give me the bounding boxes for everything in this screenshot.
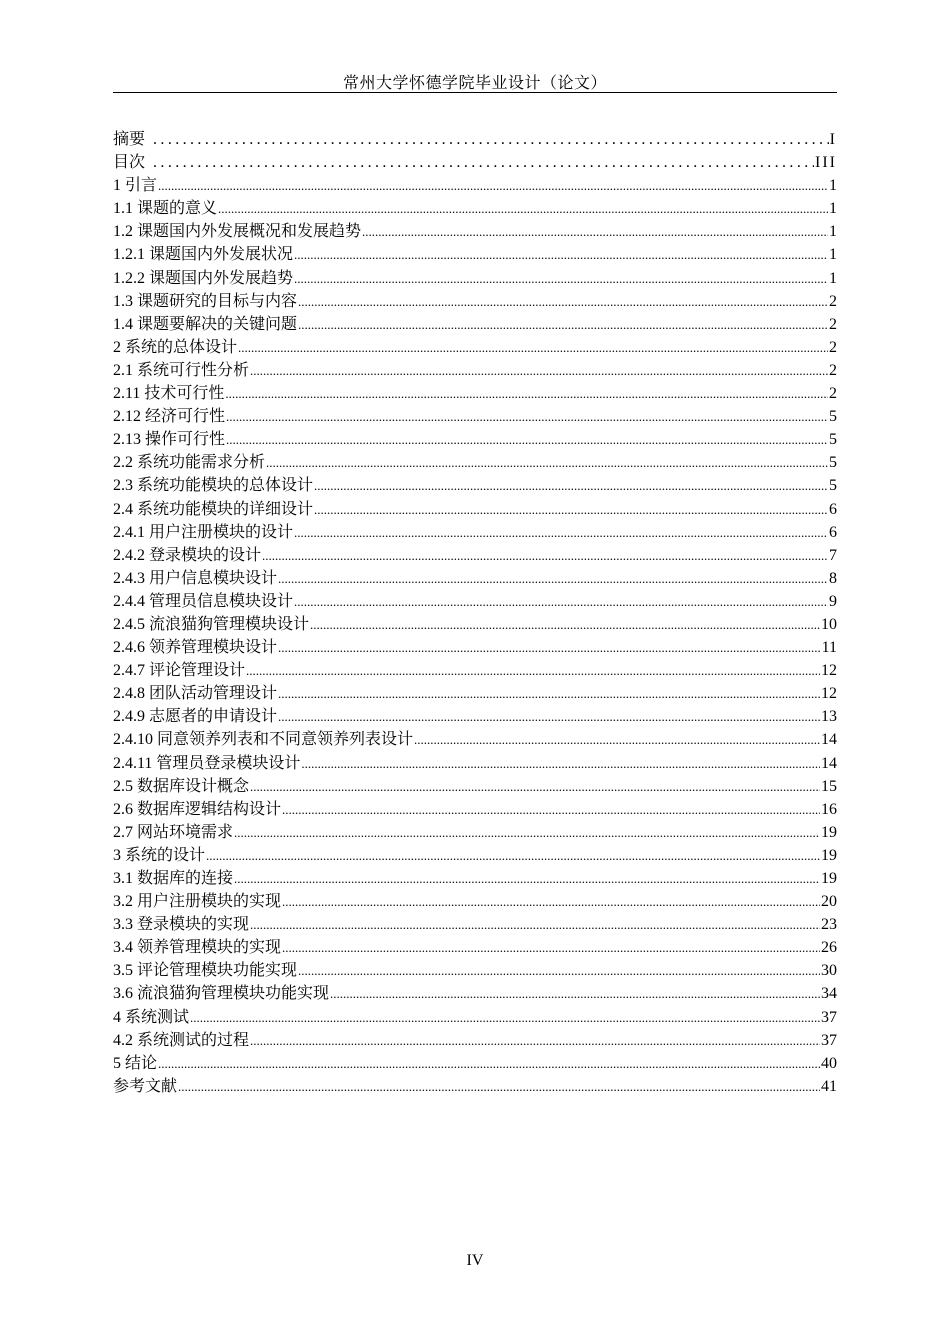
toc-entry[interactable]	[113, 567, 837, 590]
toc-entry-title: 1.1 课题的意义	[113, 200, 218, 218]
toc-entry-title: 2.4.9 志愿者的申请设计	[113, 708, 278, 726]
toc-entry-page: 9	[829, 592, 837, 610]
toc-dot-leader	[301, 752, 820, 775]
toc-entry-page: 2	[829, 361, 837, 379]
toc-dot-leader	[298, 959, 820, 982]
toc-dot-leader	[250, 775, 820, 798]
toc-entry-title: 2.4.4 管理员信息模块设计	[113, 592, 294, 610]
toc-entry-title: 2.13 操作可行性	[113, 431, 226, 449]
toc-entry-title: 1.4 课题要解决的关键问题	[113, 315, 298, 333]
toc-entry-page: 16	[821, 800, 837, 818]
toc-entry-page: 14	[821, 731, 837, 749]
toc-entry-title: 2.4.2 登录模块的设计	[113, 546, 262, 564]
toc-entry-title: 2 系统的总体设计	[113, 338, 238, 356]
page-number: IV	[466, 1252, 484, 1269]
toc-dot-leader	[278, 567, 828, 590]
toc-entry-page: 19	[821, 823, 837, 841]
toc-entry-title: 2.5 数据库设计概念	[113, 777, 250, 795]
toc-entry[interactable]	[113, 636, 837, 659]
toc-dot-leader	[246, 659, 820, 682]
toc-entry-page: 1	[829, 246, 837, 264]
toc-dot-leader	[250, 913, 820, 936]
toc-entry-page: 14	[821, 754, 837, 772]
toc-entry-title: 2.12 经济可行性	[113, 408, 226, 426]
toc-entry-title: 3.2 用户注册模块的实现	[113, 893, 282, 911]
toc-entry-page: 5	[829, 408, 837, 426]
toc-entry-page: 6	[829, 523, 837, 541]
toc-dot-leader	[266, 451, 828, 474]
toc-entry-page: 34	[821, 985, 837, 1003]
toc-entry-page: 1	[829, 200, 837, 218]
toc-entry-title: 3.4 领养管理模块的实现	[113, 939, 282, 957]
toc-entry[interactable]	[113, 428, 837, 451]
toc-entry[interactable]	[113, 728, 837, 751]
toc-entry-title: 1.3 课题研究的目标与内容	[113, 292, 298, 310]
toc-entry[interactable]	[113, 613, 837, 636]
toc-dot-leader	[330, 982, 820, 1005]
toc-dot-leader	[206, 844, 820, 867]
toc-entry-title: 4 系统测试	[113, 1008, 190, 1026]
toc-dot-leader	[250, 359, 828, 382]
toc-entry[interactable]	[113, 128, 837, 151]
toc-entry-title: 3.5 评论管理模块功能实现	[113, 962, 298, 980]
toc-dot-leader	[226, 428, 828, 451]
header-rule	[113, 92, 837, 93]
toc-entry-page: 7	[829, 546, 837, 564]
toc-entry-title: 3.3 登录模块的实现	[113, 916, 250, 934]
toc-entry-page: 37	[821, 1031, 837, 1049]
toc-entry[interactable]	[113, 336, 837, 359]
toc-dot-leader	[414, 728, 820, 751]
toc-entry-page: 13	[821, 708, 837, 726]
table-of-contents	[113, 128, 837, 1098]
toc-entry-title: 2.11 技术可行性	[113, 385, 225, 403]
toc-dot-leader	[294, 590, 828, 613]
toc-entry[interactable]	[113, 1029, 837, 1052]
toc-entry-page: 2	[829, 292, 837, 310]
toc-dot-leader	[153, 151, 814, 174]
toc-entry-title: 2.4.10 同意领养列表和不同意领养列表设计	[113, 731, 414, 749]
toc-dot-leader	[298, 313, 828, 336]
toc-dot-leader	[262, 544, 828, 567]
toc-entry-page: 8	[829, 569, 837, 587]
toc-entry[interactable]	[113, 959, 837, 982]
toc-dot-leader	[362, 220, 828, 243]
toc-entry-title: 2.4.7 评论管理设计	[113, 662, 246, 680]
toc-dot-leader	[278, 705, 820, 728]
toc-dot-leader	[294, 521, 828, 544]
toc-entry-title: 1.2 课题国内外发展概况和发展趋势	[113, 223, 362, 241]
toc-entry-page: 37	[821, 1008, 837, 1026]
toc-dot-leader	[234, 821, 820, 844]
toc-dot-leader	[314, 474, 828, 497]
toc-entry-page: 40	[821, 1054, 837, 1072]
toc-entry[interactable]	[113, 544, 837, 567]
toc-dot-leader	[282, 936, 820, 959]
toc-dot-leader	[310, 613, 820, 636]
toc-entry[interactable]	[113, 705, 837, 728]
toc-entry-title: 3.1 数据库的连接	[113, 870, 234, 887]
toc-entry[interactable]	[113, 682, 837, 705]
toc-entry-page: 5	[829, 477, 837, 495]
toc-entry[interactable]	[113, 174, 837, 197]
toc-dot-leader	[238, 336, 828, 359]
toc-dot-leader	[218, 197, 828, 220]
toc-dot-leader	[294, 243, 828, 266]
toc-entry-title: 1.2.1 课题国内外发展状况	[113, 246, 294, 264]
toc-entry-page: 1	[829, 223, 837, 241]
toc-entry[interactable]	[113, 243, 837, 266]
toc-entry-page: 5	[829, 431, 837, 449]
toc-entry[interactable]	[113, 220, 837, 243]
toc-dot-leader	[178, 1075, 820, 1098]
toc-dot-leader	[278, 636, 821, 659]
toc-entry-page: 5	[829, 454, 837, 472]
toc-entry-title: 3 系统的设计	[113, 846, 206, 864]
toc-entry-title: 2.4.11 管理员登录模块设计	[113, 754, 301, 772]
toc-entry-page: 2	[829, 385, 837, 403]
toc-dot-leader	[314, 498, 828, 521]
toc-entry[interactable]	[113, 474, 837, 497]
toc-entry-page: 26	[821, 939, 837, 957]
page-header-title: 常州大学怀德学院毕业设计（论文）	[342, 75, 607, 92]
toc-entry-title: 2.6 数据库逻辑结构设计	[113, 800, 282, 818]
toc-entry[interactable]	[113, 451, 837, 474]
toc-entry-title: 2.4.5 流浪猫狗管理模块设计	[113, 615, 310, 633]
toc-entry[interactable]	[113, 890, 837, 913]
toc-entry[interactable]	[113, 313, 837, 336]
toc-entry[interactable]	[113, 752, 837, 775]
toc-entry-title: 2.7 网站环境需求	[113, 823, 234, 841]
toc-dot-leader	[190, 1006, 820, 1029]
toc-entry[interactable]	[113, 659, 837, 682]
toc-entry[interactable]	[113, 267, 837, 290]
toc-entry[interactable]	[113, 775, 837, 798]
toc-entry-page: 19	[821, 870, 837, 887]
toc-entry-page: 23	[821, 916, 837, 934]
toc-entry-page: 1	[829, 269, 837, 287]
toc-entry-page: 2	[829, 338, 837, 356]
toc-dot-leader	[250, 1029, 820, 1052]
toc-dot-leader	[282, 798, 820, 821]
toc-entry-title: 2.4 系统功能模块的详细设计	[113, 500, 314, 518]
toc-entry[interactable]	[113, 936, 837, 959]
toc-entry-title: 2.3 系统功能模块的总体设计	[113, 477, 314, 495]
toc-dot-leader	[225, 382, 828, 405]
toc-entry[interactable]	[113, 498, 837, 521]
toc-entry[interactable]	[113, 382, 837, 405]
toc-entry-page: 2	[829, 315, 837, 333]
toc-entry-title: 2.2 系统功能需求分析	[113, 454, 266, 472]
toc-dot-leader	[298, 290, 828, 313]
toc-entry-title: 1.2.2 课题国内外发展趋势	[113, 269, 294, 287]
toc-entry-page: 11	[821, 639, 837, 657]
toc-dot-leader	[226, 405, 828, 428]
toc-entry-title: 4.2 系统测试的过程	[113, 1031, 250, 1049]
toc-entry[interactable]	[113, 821, 837, 844]
toc-entry[interactable]	[113, 798, 837, 821]
toc-entry[interactable]	[113, 521, 837, 544]
toc-entry-title: 2.4.8 团队活动管理设计	[113, 685, 278, 703]
toc-dot-leader	[153, 128, 829, 151]
toc-entry-page: 15	[821, 777, 837, 795]
toc-entry[interactable]	[113, 913, 837, 936]
toc-entry-title: 目次	[113, 154, 146, 172]
toc-entry[interactable]	[113, 359, 837, 382]
toc-dot-leader	[294, 267, 828, 290]
toc-entry-title: 1 引言	[113, 177, 158, 195]
toc-entry[interactable]	[113, 290, 837, 313]
toc-entry-title: 2.4.3 用户信息模块设计	[113, 569, 278, 587]
toc-dot-leader	[278, 682, 820, 705]
toc-entry-page: 12	[821, 685, 837, 703]
toc-entry-page: 12	[821, 662, 837, 680]
toc-entry-title: 5 结论	[113, 1054, 158, 1072]
toc-dot-leader	[282, 890, 820, 913]
toc-entry[interactable]	[113, 844, 837, 867]
toc-entry-page: 20	[821, 893, 837, 911]
toc-entry[interactable]	[113, 1006, 837, 1029]
toc-entry[interactable]	[113, 590, 837, 613]
toc-entry-page: I	[829, 131, 837, 148]
toc-dot-leader	[234, 867, 820, 890]
toc-entry-title: 参考文献	[113, 1077, 178, 1095]
toc-entry-page: 1	[829, 177, 837, 195]
toc-dot-leader	[158, 174, 828, 197]
toc-dot-leader	[158, 1052, 820, 1075]
toc-entry[interactable]	[113, 867, 837, 890]
toc-entry-page: 6	[829, 500, 837, 518]
toc-entry-title: 3.6 流浪猫狗管理模块功能实现	[113, 985, 330, 1003]
toc-entry[interactable]	[113, 405, 837, 428]
toc-entry-page: 41	[821, 1077, 837, 1095]
toc-entry-title: 摘要	[113, 131, 146, 148]
toc-entry-title: 2.1 系统可行性分析	[113, 361, 250, 379]
toc-entry-title: 2.4.6 领养管理模块设计	[113, 639, 278, 657]
toc-entry[interactable]	[113, 1075, 837, 1098]
toc-entry[interactable]	[113, 982, 837, 1005]
toc-entry[interactable]	[113, 1052, 837, 1075]
toc-entry-page: III	[815, 154, 837, 172]
toc-entry-page: 30	[821, 962, 837, 980]
toc-entry[interactable]	[113, 151, 837, 174]
toc-entry-page: 10	[821, 615, 837, 633]
toc-entry[interactable]	[113, 197, 837, 220]
toc-entry-page: 19	[821, 846, 837, 864]
toc-entry-title: 2.4.1 用户注册模块的设计	[113, 523, 294, 541]
